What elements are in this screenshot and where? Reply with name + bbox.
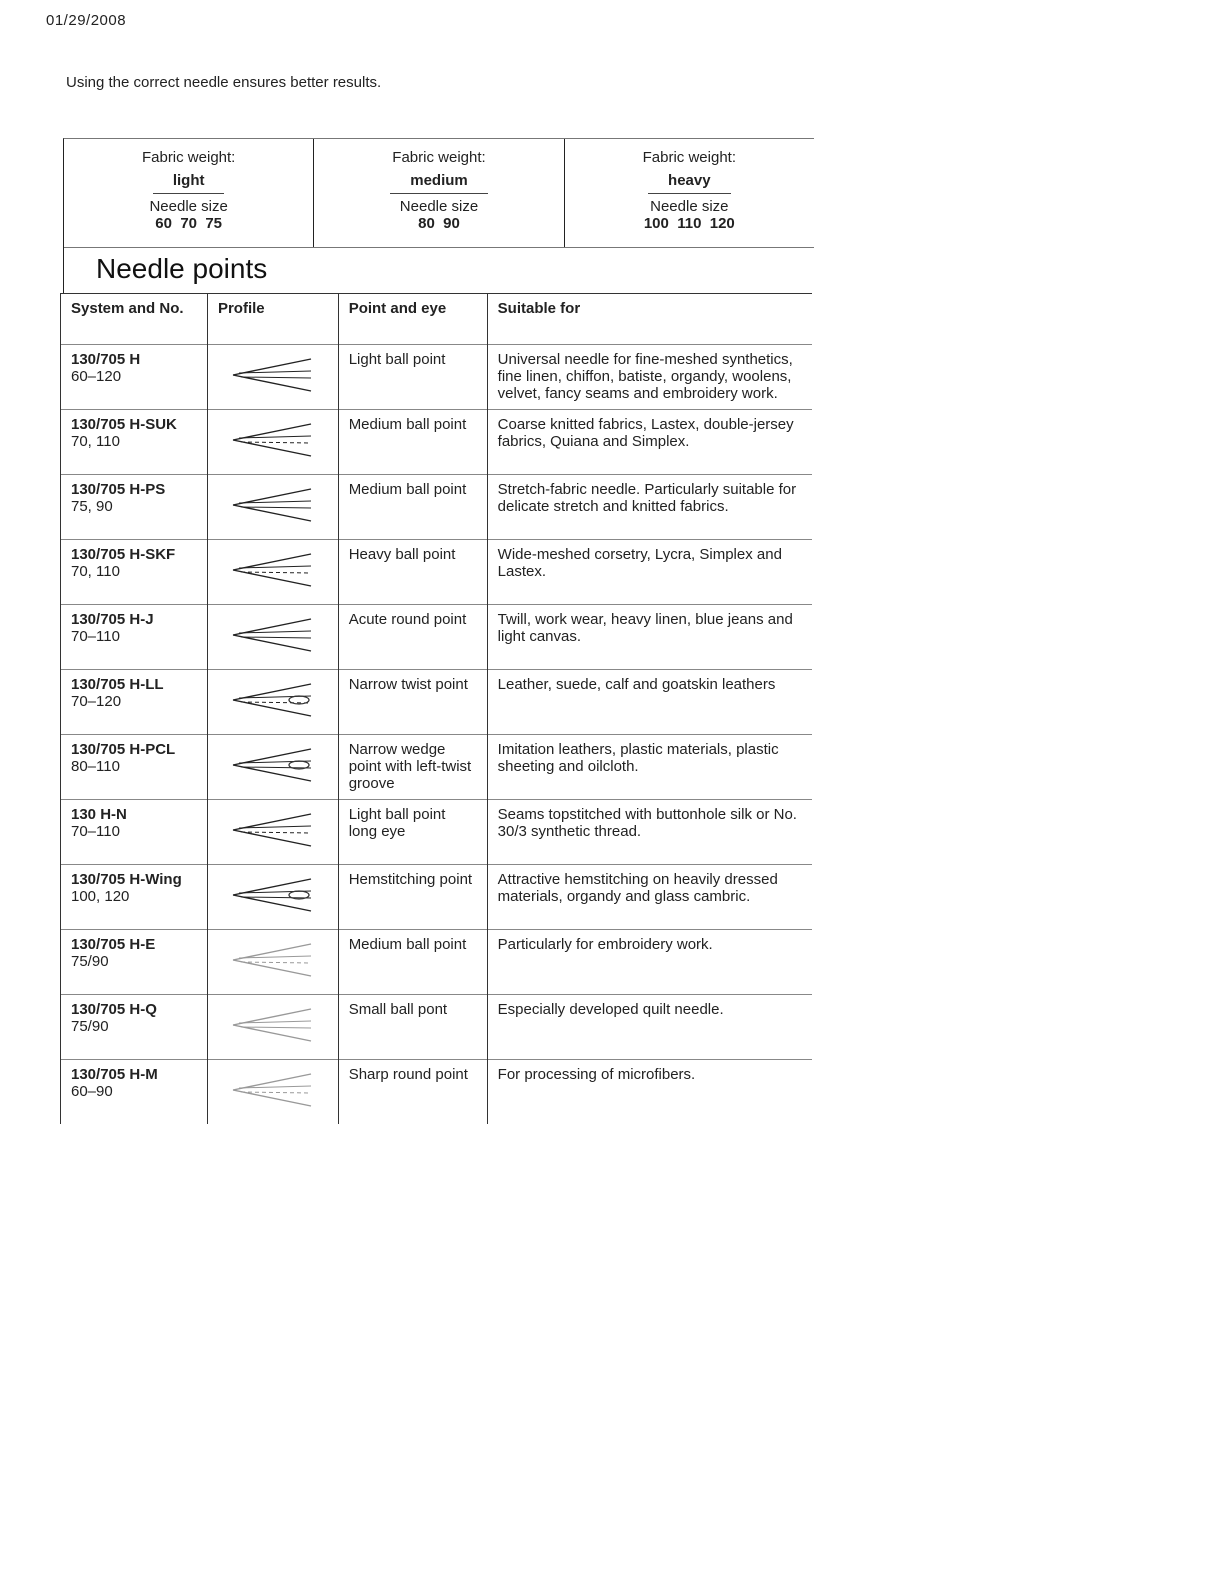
needle-size-label: Needle size (650, 198, 729, 215)
suitable-for-cell: Coarse knitted fabrics, Lastex, double-jersey fabrics, Quiana and Simplex. (487, 410, 812, 475)
table-row (61, 1060, 813, 1125)
hemstitching-needle-icon (207, 865, 338, 930)
long-eye-needle-icon (207, 800, 338, 865)
point-eye-cell: Heavy ball point (338, 540, 487, 605)
heavy-ball-point-needle-icon (207, 540, 338, 605)
table-row (61, 605, 813, 670)
system-sizes: 100, 120 (71, 888, 130, 905)
header-system: System and No. (61, 294, 208, 345)
system-sizes: 75, 90 (71, 498, 113, 515)
fabric-weight-label: Fabric weight: (392, 149, 486, 166)
system-sizes: 70–110 (71, 628, 120, 645)
microfiber-needle-icon (207, 1060, 338, 1125)
system-cell (61, 410, 208, 475)
system-name: 130/705 H (71, 351, 141, 368)
system-sizes: 75/90 (71, 953, 109, 970)
table-row (61, 865, 813, 930)
system-cell (61, 540, 208, 605)
point-eye-cell: Medium ball point (338, 930, 487, 995)
needle-size-values: 100 110 120 (643, 215, 735, 232)
system-cell (61, 995, 208, 1060)
point-eye-cell: Light ball point long eye (338, 800, 487, 865)
needle-size-label: Needle size (149, 198, 228, 215)
system-cell (61, 800, 208, 865)
point-eye-cell: Narrow wedge point with left-twist groove (338, 735, 487, 800)
point-eye-cell: Acute round point (338, 605, 487, 670)
system-name: 130/705 H-M (71, 1066, 158, 1083)
table-row (61, 540, 813, 605)
document-date: 01/29/2008 (46, 12, 127, 29)
fabric-weight-light (64, 139, 314, 247)
table-row (61, 670, 813, 735)
acute-round-point-needle-icon (207, 605, 338, 670)
system-name: 130/705 H-J (71, 611, 154, 628)
point-eye-cell: Medium ball point (338, 410, 487, 475)
system-name: 130/705 H-PS (71, 481, 166, 498)
system-name: 130 H-N (71, 806, 127, 823)
suitable-for-cell: Leather, suede, calf and goatskin leathers (487, 670, 812, 735)
system-sizes: 60–90 (71, 1083, 113, 1100)
narrow-twist-point-needle-icon (207, 670, 338, 735)
system-name: 130/705 H-PCL (71, 741, 176, 758)
table-row (61, 800, 813, 865)
system-cell (61, 1060, 208, 1125)
system-cell (61, 475, 208, 540)
section-title: Needle points (96, 253, 268, 284)
system-name: 130/705 H-E (71, 936, 156, 953)
system-cell (61, 345, 208, 410)
fabric-weight-table (63, 138, 814, 248)
fabric-weight-value: heavy (648, 172, 731, 194)
suitable-for-cell: Imitation leathers, plastic materials, plastic sheeting and oilcloth. (487, 735, 812, 800)
system-sizes: 70–120 (71, 693, 122, 710)
light-ball-point-needle-icon (207, 345, 338, 410)
table-row (61, 475, 813, 540)
intro-text: Using the correct needle ensures better results. (66, 74, 382, 91)
fabric-weight-heavy (565, 139, 814, 247)
fabric-weight-medium (314, 139, 564, 247)
system-name: 130/705 H-SUK (71, 416, 177, 433)
system-cell (61, 670, 208, 735)
narrow-wedge-point-needle-icon (207, 735, 338, 800)
suitable-for-cell: Especially developed quilt needle. (487, 995, 812, 1060)
quilt-needle-icon (207, 995, 338, 1060)
fabric-weight-label: Fabric weight: (642, 149, 736, 166)
table-row (61, 345, 813, 410)
system-cell (61, 930, 208, 995)
needle-size-values: 60 70 75 (155, 215, 223, 232)
table-row (61, 995, 813, 1060)
header-profile: Profile (207, 294, 338, 345)
table-header-row (61, 294, 813, 345)
header-suitable: Suitable for (487, 294, 812, 345)
point-eye-cell: Medium ball point (338, 475, 487, 540)
suitable-for-cell: Seams topstitched with buttonhole silk or No. 30/3 synthetic thread. (487, 800, 812, 865)
suitable-for-cell: Wide-meshed corsetry, Lycra, Simplex and Lastex. (487, 540, 812, 605)
suitable-for-cell: Twill, work wear, heavy linen, blue jeans and light canvas. (487, 605, 812, 670)
system-sizes: 75/90 (71, 1018, 109, 1035)
point-eye-cell: Hemstitching point (338, 865, 487, 930)
system-name: 130/705 H-Q (71, 1001, 157, 1018)
embroidery-needle-icon (207, 930, 338, 995)
stretch-needle-icon (207, 475, 338, 540)
point-eye-cell: Small ball pont (338, 995, 487, 1060)
fabric-weight-value: medium (390, 172, 488, 194)
suitable-for-cell: Universal needle for fine-meshed synthetics, fine linen, chiffon, batiste, organdy, woolens, velvet, fancy seams and embroidery work. (487, 345, 812, 410)
system-sizes: 70–110 (71, 823, 120, 840)
system-name: 130/705 H-Wing (71, 871, 182, 888)
system-name: 130/705 H-SKF (71, 546, 176, 563)
fabric-weight-label: Fabric weight: (141, 149, 236, 166)
system-sizes: 80–110 (71, 758, 120, 775)
system-cell (61, 865, 208, 930)
section-divider (63, 246, 64, 294)
needle-points-table (60, 293, 812, 1124)
system-sizes: 70, 110 (71, 433, 120, 450)
point-eye-cell: Sharp round point (338, 1060, 487, 1125)
system-sizes: 70, 110 (71, 563, 120, 580)
table-row (61, 735, 813, 800)
system-cell (61, 605, 208, 670)
point-eye-cell: Narrow twist point (338, 670, 487, 735)
table-row (61, 410, 813, 475)
needle-size-values: 80 90 (418, 215, 460, 232)
point-eye-cell: Light ball point (338, 345, 487, 410)
suitable-for-cell: Particularly for embroidery work. (487, 930, 812, 995)
needle-size-label: Needle size (399, 198, 479, 215)
system-sizes: 60–120 (71, 368, 122, 385)
system-cell (61, 735, 208, 800)
medium-ball-point-needle-icon (207, 410, 338, 475)
fabric-weight-value: light (153, 172, 225, 194)
suitable-for-cell: Attractive hemstitching on heavily dressed materials, organdy and glass cambric. (487, 865, 812, 930)
suitable-for-cell: For processing of microfibers. (487, 1060, 812, 1125)
suitable-for-cell: Stretch-fabric needle. Particularly suitable for delicate stretch and knitted fabrics. (487, 475, 812, 540)
system-name: 130/705 H-LL (71, 676, 164, 693)
table-row (61, 930, 813, 995)
header-point: Point and eye (338, 294, 487, 345)
